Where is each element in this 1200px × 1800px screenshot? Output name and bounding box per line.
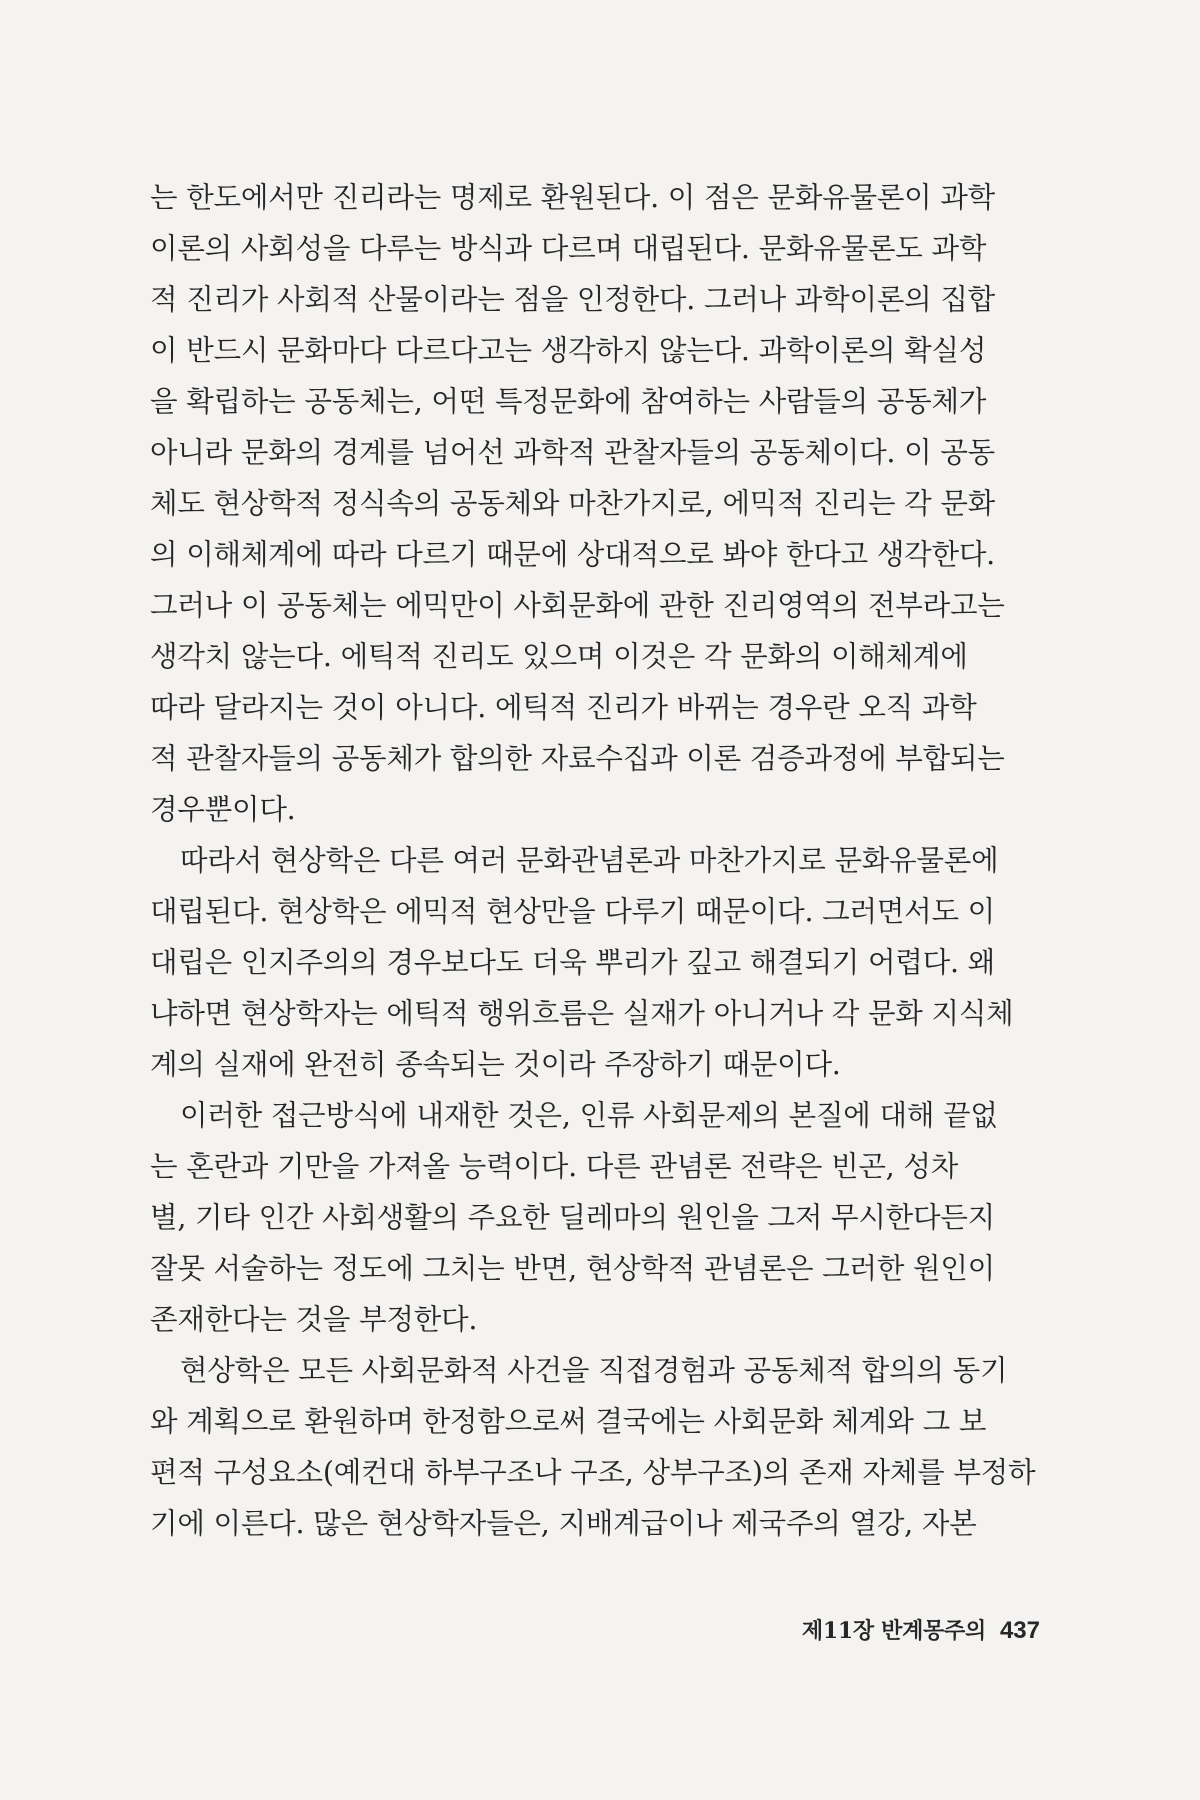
text-line: 기에 이른다. 많은 현상학자들은, 지배계급이나 제국주의 열강, 자본 bbox=[150, 1507, 977, 1540]
text-line: 경우뿐이다. bbox=[150, 793, 296, 826]
text-line: 따라 달라지는 것이 아니다. 에틱적 진리가 바뀌는 경우란 오직 과학 bbox=[150, 691, 977, 724]
text-line: 체도 현상학적 정식속의 공동체와 마찬가지로, 에믹적 진리는 각 문화 bbox=[150, 487, 996, 520]
text-line: 적 진리가 사회적 산물이라는 점을 인정한다. 그러나 과학이론의 집합 bbox=[150, 283, 996, 316]
chapter-title: 제11장 반계몽주의 bbox=[801, 1618, 986, 1644]
text-line: 는 한도에서만 진리라는 명제로 환원된다. 이 점은 문화유물론이 과학 bbox=[150, 181, 996, 214]
page-number: 437 bbox=[999, 1617, 1040, 1644]
text-line: 을 확립하는 공동체는, 어떤 특정문화에 참여하는 사람들의 공동체가 bbox=[150, 385, 987, 418]
text-line: 냐하면 현상학자는 에틱적 행위흐름은 실재가 아니거나 각 문화 지식체 bbox=[150, 997, 1014, 1030]
text-line: 이론의 사회성을 다루는 방식과 다르며 대립된다. 문화유물론도 과학 bbox=[150, 232, 987, 265]
text-line: 는 혼란과 기만을 가져올 능력이다. 다른 관념론 전략은 빈곤, 성차 bbox=[150, 1150, 959, 1183]
text-line: 별, 기타 인간 사회생활의 주요한 딜레마의 원인을 그저 무시한다든지 bbox=[150, 1201, 996, 1234]
paragraph-start-line: 이러한 접근방식에 내재한 것은, 인류 사회문제의 본질에 대해 끝없 bbox=[180, 1099, 998, 1132]
text-line: 생각치 않는다. 에틱적 진리도 있으며 이것은 각 문화의 이해체계에 bbox=[150, 640, 968, 673]
text-line: 계의 실재에 완전히 종속되는 것이라 주장하기 때문이다. bbox=[150, 1048, 841, 1081]
text-line: 존재한다는 것을 부정한다. bbox=[150, 1303, 478, 1336]
text-line: 적 관찰자들의 공동체가 합의한 자료수집과 이론 검증과정에 부합되는 bbox=[150, 742, 1005, 775]
text-line: 아니라 문화의 경계를 넘어선 과학적 관찰자들의 공동체이다. 이 공동 bbox=[150, 436, 996, 469]
text-line: 대립된다. 현상학은 에믹적 현상만을 다루기 때문이다. 그러면서도 이 bbox=[150, 895, 996, 928]
page-footer bbox=[0, 1614, 1040, 1645]
text-line: 의 이해체계에 따라 다르기 때문에 상대적으로 봐야 한다고 생각한다. bbox=[150, 538, 996, 571]
text-line: 이 반드시 문화마다 다르다고는 생각하지 않는다. 과학이론의 확실성 bbox=[150, 334, 987, 367]
text-line: 대립은 인지주의의 경우보다도 더욱 뿌리가 깊고 해결되기 어렵다. 왜 bbox=[150, 946, 996, 979]
paragraph-start-line: 따라서 현상학은 다른 여러 문화관념론과 마찬가지로 문화유물론에 bbox=[180, 844, 999, 877]
body-text bbox=[150, 172, 1070, 1549]
text-line: 잘못 서술하는 정도에 그치는 반면, 현상학적 관념론은 그러한 원인이 bbox=[150, 1252, 996, 1285]
text-line: 와 계획으로 환원하며 한정함으로써 결국에는 사회문화 체계와 그 보 bbox=[150, 1405, 987, 1438]
paragraph-start-line: 현상학은 모든 사회문화적 사건을 직접경험과 공동체적 합의의 동기 bbox=[180, 1354, 1008, 1387]
text-line: 편적 구성요소(예컨대 하부구조나 구조, 상부구조)의 존재 자체를 부정하 bbox=[150, 1456, 1036, 1489]
text-line: 그러나 이 공동체는 에믹만이 사회문화에 관한 진리영역의 전부라고는 bbox=[150, 589, 1005, 622]
